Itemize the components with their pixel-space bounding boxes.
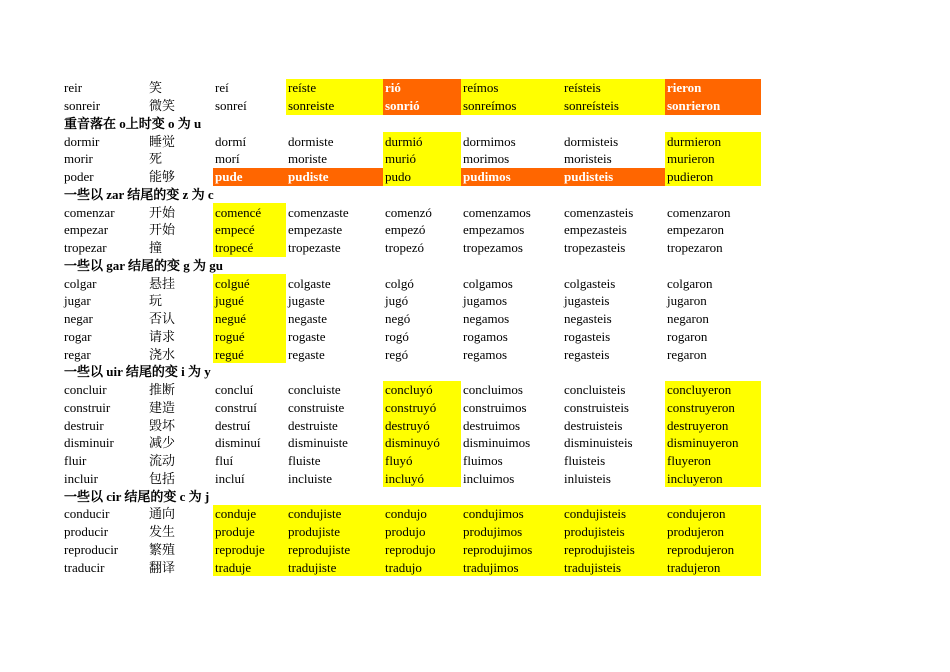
cell-yo: comencé (213, 203, 286, 221)
cell-tu: comenzaste (288, 204, 349, 220)
cell-meaning: 睡觉 (149, 133, 176, 149)
verb-row (62, 523, 761, 541)
cell-ellos: concluyeron (665, 381, 761, 399)
cell-tu: colgaste (288, 275, 331, 291)
cell-ellos: tradujeron (665, 558, 761, 576)
cell-infinitive: empezar (64, 222, 109, 238)
section-header: 一些以 cir 结尾的变 c 为 j (64, 488, 210, 504)
cell-infinitive: poder (64, 169, 94, 185)
verb-row (62, 203, 761, 221)
cell-meaning: 浇水 (149, 346, 176, 362)
cell-vosotros: negasteis (564, 311, 612, 327)
cell-tu: regaste (288, 346, 325, 362)
cell-vosotros: produjisteis (562, 523, 665, 541)
cell-el: negó (385, 311, 411, 327)
verb-row (62, 452, 761, 470)
cell-yo: morí (215, 151, 240, 167)
cell-ellos: sonrieron (665, 97, 761, 115)
cell-el: regó (385, 346, 409, 362)
cell-infinitive: morir (64, 151, 93, 167)
section-header: 一些以 zar 结尾的变 z 为 c (64, 186, 214, 202)
cell-tu: tropezaste (288, 240, 341, 256)
cell-yo: fluí (215, 453, 234, 469)
section-header-row (62, 186, 761, 204)
cell-tu: concluiste (288, 382, 341, 398)
verb-row (62, 150, 761, 168)
verb-row (62, 434, 761, 452)
cell-yo: conduje (213, 505, 286, 523)
cell-nosotros: reímos (461, 79, 562, 97)
cell-meaning: 开始 (149, 204, 176, 220)
cell-tu: tradujiste (286, 558, 383, 576)
cell-nosotros: comenzamos (463, 204, 531, 220)
verb-row (62, 328, 761, 346)
verb-row (62, 132, 761, 150)
cell-infinitive: reir (64, 80, 83, 96)
cell-nosotros: condujimos (461, 505, 562, 523)
verb-row (62, 239, 761, 257)
cell-nosotros: construimos (463, 399, 527, 415)
cell-tu: fluiste (288, 453, 321, 469)
verb-row (62, 470, 761, 488)
cell-meaning: 建造 (149, 399, 176, 415)
verb-row (62, 97, 761, 115)
cell-el: murió (383, 150, 461, 168)
cell-infinitive: concluir (64, 382, 107, 398)
cell-nosotros: pudimos (461, 168, 562, 186)
cell-infinitive: sonreir (64, 98, 101, 114)
section-header-row (62, 257, 761, 275)
cell-nosotros: incluimos (463, 470, 515, 486)
cell-meaning: 发生 (149, 524, 176, 540)
cell-nosotros: rogamos (463, 328, 508, 344)
cell-el: tradujo (383, 558, 461, 576)
cell-infinitive: negar (64, 311, 93, 327)
cell-tu: empezaste (288, 222, 343, 238)
cell-el: durmió (383, 132, 461, 150)
verb-row (62, 541, 761, 559)
cell-meaning: 微笑 (149, 98, 176, 114)
cell-yo: dormí (215, 133, 247, 149)
cell-vosotros: fluisteis (564, 453, 606, 469)
cell-yo: pude (213, 168, 286, 186)
section-header-row (62, 363, 761, 381)
cell-tu: reprodujiste (286, 541, 383, 559)
cell-yo: concluí (215, 382, 254, 398)
cell-vosotros: moristeis (564, 151, 612, 167)
conjugation-table-body (62, 79, 761, 576)
cell-ellos: destruyeron (665, 416, 761, 434)
cell-meaning: 死 (149, 151, 163, 167)
cell-ellos: regaron (667, 346, 707, 362)
cell-tu: reíste (286, 79, 383, 97)
cell-nosotros: tropezamos (463, 240, 523, 256)
cell-ellos: produjeron (665, 523, 761, 541)
cell-nosotros: fluimos (463, 453, 503, 469)
cell-infinitive: rogar (64, 328, 92, 344)
cell-infinitive: incluir (64, 470, 98, 486)
cell-vosotros: condujisteis (562, 505, 665, 523)
cell-infinitive: reproducir (64, 541, 119, 557)
cell-vosotros: tropezasteis (564, 240, 626, 256)
cell-meaning: 否认 (149, 311, 176, 327)
section-header-row (62, 487, 761, 505)
verb-row (62, 79, 761, 97)
cell-el: rió (383, 79, 461, 97)
cell-nosotros: dormimos (463, 133, 516, 149)
cell-yo: reproduje (213, 541, 286, 559)
cell-nosotros: negamos (463, 311, 510, 327)
cell-vosotros: concluisteis (564, 382, 626, 398)
cell-meaning: 推断 (149, 382, 176, 398)
section-header-row (62, 115, 761, 133)
verb-row (62, 168, 761, 186)
cell-ellos: condujeron (665, 505, 761, 523)
cell-tu: construiste (288, 399, 345, 415)
cell-el: rogó (385, 328, 409, 344)
cell-ellos: rieron (665, 79, 761, 97)
cell-el: pudo (383, 168, 461, 186)
cell-yo: reí (215, 80, 229, 96)
cell-infinitive: destruir (64, 417, 104, 433)
cell-infinitive: fluir (64, 453, 87, 469)
cell-meaning: 通向 (149, 506, 176, 522)
cell-infinitive: disminuir (64, 435, 114, 451)
cell-ellos: fluyeron (665, 452, 761, 470)
cell-infinitive: construir (64, 399, 111, 415)
cell-ellos: rogaron (667, 328, 708, 344)
cell-nosotros: disminuimos (463, 435, 531, 451)
cell-yo: rogué (213, 328, 286, 346)
cell-tu: incluiste (288, 470, 333, 486)
cell-ellos: comenzaron (667, 204, 731, 220)
cell-yo: disminuí (215, 435, 261, 451)
cell-infinitive: traducir (64, 559, 105, 575)
cell-infinitive: dormir (64, 133, 100, 149)
cell-infinitive: comenzar (64, 204, 115, 220)
cell-tu: pudiste (286, 168, 383, 186)
cell-ellos: colgaron (667, 275, 713, 291)
cell-infinitive: regar (64, 346, 91, 362)
section-header: 一些以 uir 结尾的变 i 为 y (64, 364, 211, 380)
cell-meaning: 请求 (149, 328, 176, 344)
cell-nosotros: regamos (463, 346, 508, 362)
cell-meaning: 毁坏 (149, 417, 176, 433)
cell-vosotros: pudisteis (562, 168, 665, 186)
cell-ellos: negaron (667, 311, 709, 327)
cell-el: destruyó (383, 416, 461, 434)
cell-meaning: 流动 (149, 453, 176, 469)
cell-vosotros: destruisteis (564, 417, 623, 433)
cell-ellos: empezaron (667, 222, 725, 238)
cell-vosotros: colgasteis (564, 275, 616, 291)
cell-meaning: 能够 (149, 169, 176, 185)
cell-yo: regué (213, 345, 286, 363)
cell-el: construyó (383, 399, 461, 417)
cell-nosotros: tradujimos (461, 558, 562, 576)
section-header: 一些以 gar 结尾的变 g 为 gu (64, 257, 224, 273)
cell-nosotros: colgamos (463, 275, 513, 291)
cell-vosotros: disminuisteis (564, 435, 633, 451)
verb-row (62, 345, 761, 363)
verb-row (62, 292, 761, 310)
cell-yo: jugué (213, 292, 286, 310)
cell-yo: traduje (213, 558, 286, 576)
cell-ellos: disminuyeron (665, 434, 761, 452)
verb-row (62, 416, 761, 434)
cell-nosotros: empezamos (463, 222, 525, 238)
cell-el: jugó (385, 293, 409, 309)
cell-vosotros: reprodujisteis (562, 541, 665, 559)
verb-row (62, 310, 761, 328)
cell-el: tropezó (385, 240, 424, 256)
cell-el: concluyó (383, 381, 461, 399)
cell-infinitive: producir (64, 524, 109, 540)
cell-tu: negaste (288, 311, 327, 327)
cell-el: fluyó (383, 452, 461, 470)
cell-meaning: 撞 (149, 240, 163, 256)
cell-yo: construí (215, 399, 257, 415)
conjugation-table (62, 79, 761, 576)
cell-el: reprodujo (383, 541, 461, 559)
cell-el: sonrió (383, 97, 461, 115)
cell-ellos: tropezaron (667, 240, 723, 256)
cell-tu: condujiste (286, 505, 383, 523)
cell-vosotros: construisteis (564, 399, 629, 415)
cell-meaning: 减少 (149, 435, 176, 451)
cell-tu: rogaste (288, 328, 326, 344)
verb-row (62, 381, 761, 399)
cell-ellos: jugaron (667, 293, 707, 309)
cell-meaning: 繁殖 (149, 541, 176, 557)
cell-ellos: construyeron (665, 399, 761, 417)
cell-el: produjo (383, 523, 461, 541)
verb-row (62, 505, 761, 523)
cell-ellos: incluyeron (665, 470, 761, 488)
cell-yo: tropecé (213, 239, 286, 257)
cell-vosotros: dormisteis (564, 133, 619, 149)
cell-vosotros: jugasteis (564, 293, 610, 309)
cell-yo: destruí (215, 417, 251, 433)
cell-el: condujo (383, 505, 461, 523)
cell-meaning: 包括 (149, 470, 176, 486)
verb-row (62, 399, 761, 417)
cell-tu: disminuiste (288, 435, 348, 451)
cell-tu: destruiste (288, 417, 338, 433)
cell-infinitive: tropezar (64, 240, 107, 256)
cell-meaning: 翻译 (149, 559, 176, 575)
cell-tu: jugaste (288, 293, 325, 309)
cell-nosotros: jugamos (463, 293, 508, 309)
cell-nosotros: destruimos (463, 417, 521, 433)
cell-tu: sonreiste (286, 97, 383, 115)
cell-el: comenzó (385, 204, 432, 220)
cell-tu: dormiste (288, 133, 334, 149)
cell-vosotros: inluisteis (564, 470, 611, 486)
cell-meaning: 悬挂 (149, 275, 176, 291)
cell-vosotros: empezasteis (564, 222, 627, 238)
cell-infinitive: jugar (64, 293, 91, 309)
cell-nosotros: concluimos (463, 382, 523, 398)
cell-nosotros: reprodujimos (461, 541, 562, 559)
cell-tu: moriste (288, 151, 327, 167)
cell-vosotros: rogasteis (564, 328, 611, 344)
cell-yo: sonreí (215, 98, 247, 114)
cell-vosotros: sonreísteis (562, 97, 665, 115)
section-header: 重音落在 o上时变 o 为 u (64, 115, 202, 131)
cell-yo: colgué (213, 274, 286, 292)
cell-yo: empecé (213, 221, 286, 239)
cell-meaning: 玩 (149, 293, 163, 309)
cell-infinitive: colgar (64, 275, 97, 291)
cell-meaning: 笑 (149, 80, 163, 96)
cell-ellos: durmieron (665, 132, 761, 150)
cell-vosotros: reísteis (562, 79, 665, 97)
verb-row (62, 221, 761, 239)
cell-yo: negué (213, 310, 286, 328)
cell-ellos: reprodujeron (665, 541, 761, 559)
cell-vosotros: regasteis (564, 346, 610, 362)
cell-yo: produje (213, 523, 286, 541)
cell-el: empezó (385, 222, 426, 238)
cell-nosotros: sonreímos (461, 97, 562, 115)
cell-el: incluyó (383, 470, 461, 488)
cell-tu: produjiste (286, 523, 383, 541)
cell-nosotros: produjimos (461, 523, 562, 541)
cell-yo: incluí (215, 470, 245, 486)
cell-nosotros: morimos (463, 151, 510, 167)
verb-row (62, 558, 761, 576)
cell-infinitive: conducir (64, 506, 110, 522)
cell-el: disminuyó (383, 434, 461, 452)
cell-vosotros: tradujisteis (562, 558, 665, 576)
cell-ellos: pudieron (665, 168, 761, 186)
cell-el: colgó (385, 275, 414, 291)
cell-meaning: 开始 (149, 222, 176, 238)
cell-vosotros: comenzasteis (564, 204, 634, 220)
verb-row (62, 274, 761, 292)
cell-ellos: murieron (665, 150, 761, 168)
